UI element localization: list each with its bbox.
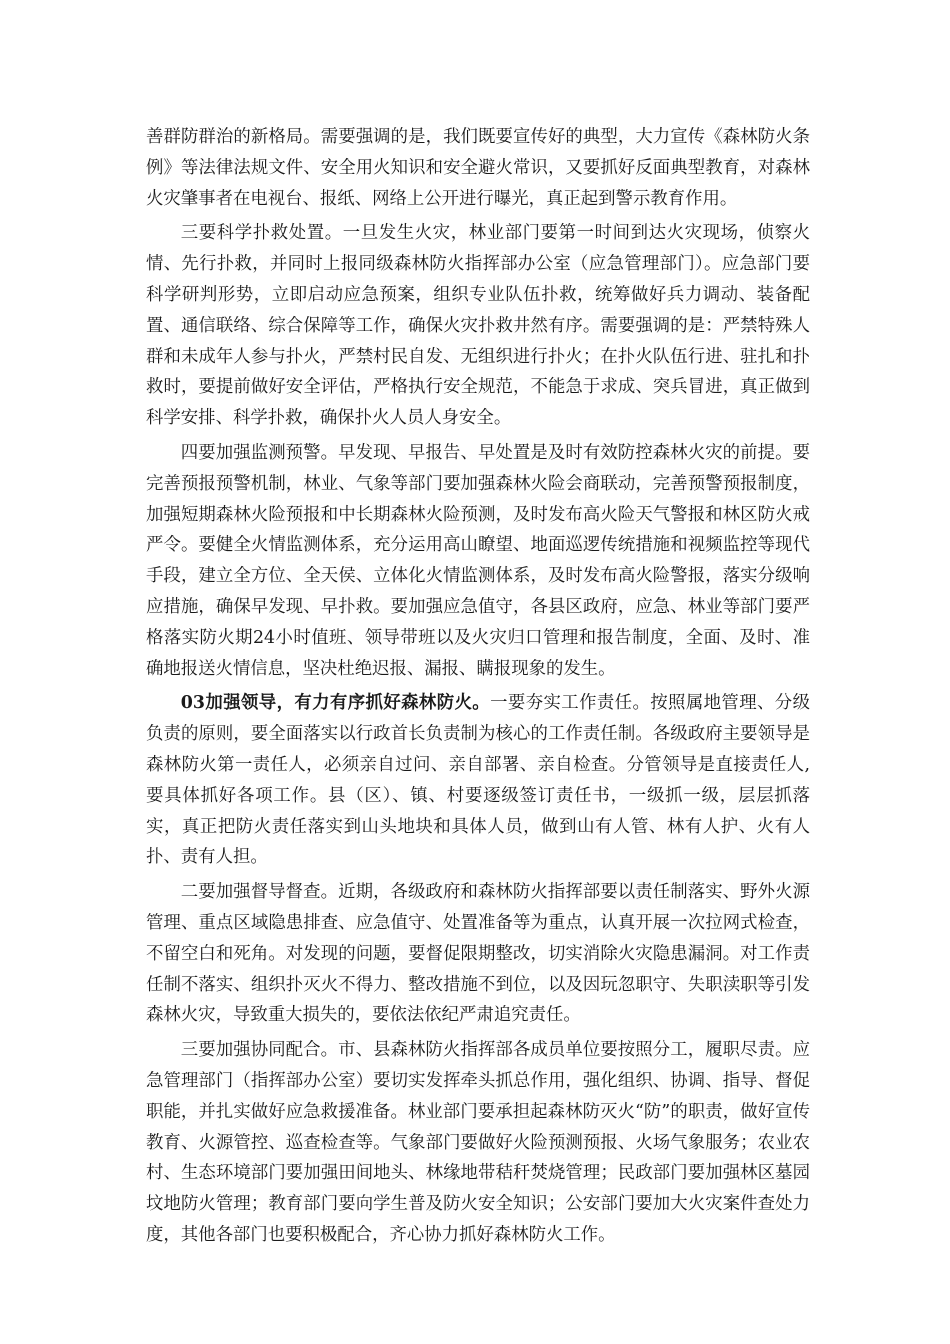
section-heading-03: 03加强领导，有力有序抓好森林防火。 bbox=[180, 693, 491, 714]
paragraph-6 bbox=[146, 1035, 810, 1251]
paragraph-1 bbox=[146, 122, 810, 214]
paragraph-3 bbox=[146, 438, 810, 684]
document-page bbox=[146, 122, 810, 1255]
paragraph-4 bbox=[146, 688, 810, 873]
paragraph-text: 三要加强协同配合。市、县森林防火指挥部各成员单位要按照分工，履职尽责。应急管理部门（指挥部办公室）要切实发挥牵头抓总作用，强化组织、协调、指导、督促职能，并扎实做好应急救援准备。林业部门要承担起森林防灭火“防”的职责，做好宣传教育、火源管控、巡查检查等。气象部门要做好火险预测预报、火场气象服务；农业农村、生态环境部门要加强田间地头、林缘地带秸秆焚烧管理；民政部门要加强林区墓园坟地防火管理；教育部门要向学生普及防火安全知识；公安部门要加大火灾案件查处力度，其他各部门也要积极配合，齐心协力抓好森林防火工作。 bbox=[146, 1040, 810, 1245]
paragraph-text: 一要夯实工作责任。按照属地管理、分级负责的原则，要全面落实以行政首长负责制为核心的工作责任制。各级政府主要领导是森林防火第一责任人，必须亲自过问、亲自部署、亲自检查。分管领导是直接责任人,要具体抓好各项工作。县（区）、镇、村要逐级签订责任书，一级抓一级，层层抓落实，真正把防火责任落实到山头地块和具体人员，做到山有人管、林有人护、火有人扑、责有人担。 bbox=[146, 693, 810, 868]
paragraph-2 bbox=[146, 218, 810, 434]
paragraph-text: 善群防群治的新格局。需要强调的是，我们既要宣传好的典型，大力宣传《森林防火条例》等法律法规文件、安全用火知识和安全避火常识，又要抓好反面典型教育，对森林火灾肇事者在电视台、报纸、网络上公开进行曝光，真正起到警示教育作用。 bbox=[146, 127, 810, 209]
paragraph-5 bbox=[146, 877, 810, 1031]
paragraph-text: 三要科学扑救处置。一旦发生火灾，林业部门要第一时间到达火灾现场，侦察火情、先行扑救，并同时上报同级森林防火指挥部办公室（应急管理部门）。应急部门要科学研判形势，立即启动应急预案，组织专业队伍扑救，统筹做好兵力调动、装备配置、通信联络、综合保障等工作，确保火灾扑救井然有序。需要强调的是：严禁特殊人群和未成年人参与扑火，严禁村民自发、无组织进行扑火；在扑火队伍行进、驻扎和扑救时，要提前做好安全评估，严格执行安全规范，不能急于求成、突兵冒进，真正做到科学安排、科学扑救，确保扑火人员人身安全。 bbox=[146, 223, 810, 429]
paragraph-text: 二要加强督导督查。近期，各级政府和森林防火指挥部要以责任制落实、野外火源管理、重点区域隐患排查、应急值守、处置准备等为重点，认真开展一次拉网式检查，不留空白和死角。对发现的问题，要督促限期整改，切实消除火灾隐患漏洞。对工作责任制不落实、组织扑灭火不得力、整改措施不到位，以及因玩忽职守、失职渎职等引发森林火灾，导致重大损失的，要依法依纪严肃追究责任。 bbox=[146, 882, 810, 1026]
paragraph-text: 四要加强监测预警。早发现、早报告、早处置是及时有效防控森林火灾的前提。要完善预报预警机制，林业、气象等部门要加强森林火险会商联动，完善预警预报制度，加强短期森林火险预报和中长期森林火险预测，及时发布高火险天气警报和林区防火戒严令。要健全火情监测体系，充分运用高山瞭望、地面巡逻传统措施和视频监控等现代手段，建立全方位、全天侯、立体化火情监测体系，及时发布高火险警报，落实分级响应措施，确保早发现、早扑救。要加强应急值守，各县区政府，应急、林业等部门要严格落实防火期24小时值班、领导带班以及火灾归口管理和报告制度，全面、及时、准确地报送火情信息，坚决杜绝迟报、漏报、瞒报现象的发生。 bbox=[146, 442, 810, 679]
